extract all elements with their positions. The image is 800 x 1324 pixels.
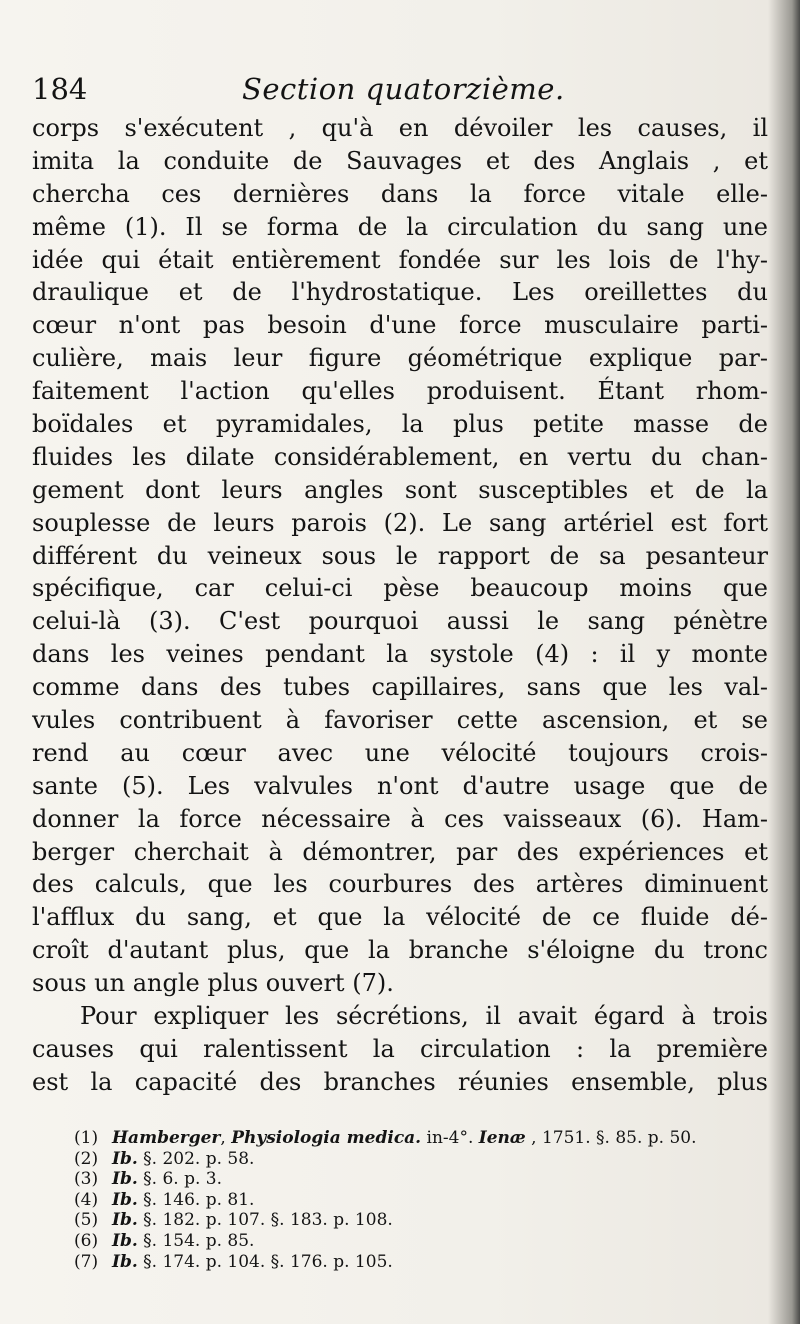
footnote-ref: Ib.: [112, 1210, 138, 1231]
footnote: [74, 1169, 774, 1190]
text-line: même (1). Il se forma de la circulation du sang une: [32, 212, 768, 241]
footnote-text: , 1751. §. 85. p. 50.: [525, 1128, 697, 1148]
footnote-ref: Ib.: [112, 1189, 138, 1210]
text-line: comme dans des tubes capillaires, sans que les val-: [32, 673, 768, 702]
text-line: sante (5). Les valvules n'ont d'autre usage que de: [32, 771, 768, 800]
text-line: l'afflux du sang, et que la vélocité de ce fluide dé-: [32, 903, 768, 932]
text-line: berger cherchait à démontrer, par des expériences et: [32, 837, 768, 866]
footnote-text: §. 154. p. 85.: [137, 1230, 255, 1251]
text-line: est la capacité des branches réunies ensemble, plus: [32, 1067, 768, 1096]
footnote: [74, 1128, 774, 1149]
footnotes: [74, 1128, 774, 1272]
text-line: draulique et de l'hydrostatique. Les oreillettes du: [32, 278, 768, 307]
footnote-title: Physiologia medica.: [231, 1128, 422, 1148]
body-text: [32, 112, 768, 1099]
text-line: boïdales et pyramidales, la plus petite masse de: [32, 410, 768, 439]
footnote-place: Ienæ: [478, 1128, 526, 1148]
text-line: gement dont leurs angles sont susceptibles et de la: [32, 475, 768, 504]
text-line: donner la force nécessaire à ces vaisseaux (6). Ham-: [32, 804, 768, 833]
text-line: cœur n'ont pas besoin d'une force musculaire parti-: [32, 311, 768, 340]
footnote-mark: (3): [74, 1169, 99, 1190]
running-head: Section quatorzième.: [242, 72, 565, 106]
text-line: fluides les dilate considérablement, en vertu du chan-: [32, 442, 768, 471]
text-line: souplesse de leurs parois (2). Le sang artériel est fort: [32, 508, 768, 537]
footnote-ref: Ib.: [112, 1169, 138, 1190]
footnote-ref: Ib.: [112, 1251, 138, 1272]
text-line: rend au cœur avec une vélocité toujours crois-: [32, 738, 768, 767]
text-line: imita la conduite de Sauvages et des Anglais , et: [32, 146, 768, 175]
footnote-mark: (4): [74, 1189, 99, 1210]
footnote: [74, 1210, 774, 1231]
text-line: spécifique, car celui-ci pèse beaucoup moins que: [32, 574, 768, 603]
footnote-text: §. 146. p. 81.: [137, 1189, 255, 1210]
text-line: idée qui était entièrement fondée sur les lois de l'hy-: [32, 245, 768, 274]
footnote-text: in-4°.: [421, 1128, 479, 1148]
footnote: [74, 1190, 774, 1211]
footnote-ref: Hamberger: [112, 1128, 221, 1148]
text-line: culière, mais leur figure géométrique explique par-: [32, 344, 768, 373]
footnote-mark: (6): [74, 1230, 99, 1251]
text-line: causes qui ralentissent la circulation : la première: [32, 1034, 768, 1063]
footnote-text: §. 6. p. 3.: [137, 1169, 223, 1190]
footnote: [74, 1231, 774, 1252]
text-line: sous un angle plus ouvert (7).: [32, 969, 394, 998]
footnote: [74, 1252, 774, 1273]
text-line: différent du veineux sous le rapport de sa pesanteur: [32, 541, 768, 570]
text-line: faitement l'action qu'elles produisent. Étant rhom-: [32, 377, 768, 406]
footnote-mark: (7): [74, 1251, 99, 1272]
text-line: croît d'autant plus, que la branche s'éloigne du tronc: [32, 936, 768, 965]
text-line: vules contribuent à favoriser cette ascension, et se: [32, 706, 768, 735]
footnote-text: §. 174. p. 104. §. 176. p. 105.: [137, 1251, 393, 1272]
page-number: 184: [32, 72, 88, 106]
footnote-mark: (1): [74, 1128, 99, 1148]
footnote-text: ,: [220, 1128, 232, 1148]
footnote-text: §. 202. p. 58.: [137, 1148, 255, 1169]
text-line: chercha ces dernières dans la force vitale elle-: [32, 179, 768, 208]
text-line: corps s'exécutent , qu'à en dévoiler les causes, il: [32, 114, 768, 142]
footnote: [74, 1149, 774, 1170]
footnote-ref: Ib.: [112, 1230, 138, 1251]
page-header: [32, 72, 752, 112]
text-line: celui-là (3). C'est pourquoi aussi le sang pénètre: [32, 607, 768, 636]
footnote-text: §. 182. p. 107. §. 183. p. 108.: [137, 1210, 393, 1231]
text-line: des calculs, que les courbures des artères diminuent: [32, 870, 768, 899]
footnote-ref: Ib.: [112, 1148, 138, 1169]
text-line: Pour expliquer les sécrétions, il avait égard à trois: [80, 1002, 768, 1031]
text-line: dans les veines pendant la systole (4) : il y monte: [32, 640, 768, 669]
footnote-mark: (2): [74, 1148, 99, 1169]
footnote-mark: (5): [74, 1210, 99, 1231]
